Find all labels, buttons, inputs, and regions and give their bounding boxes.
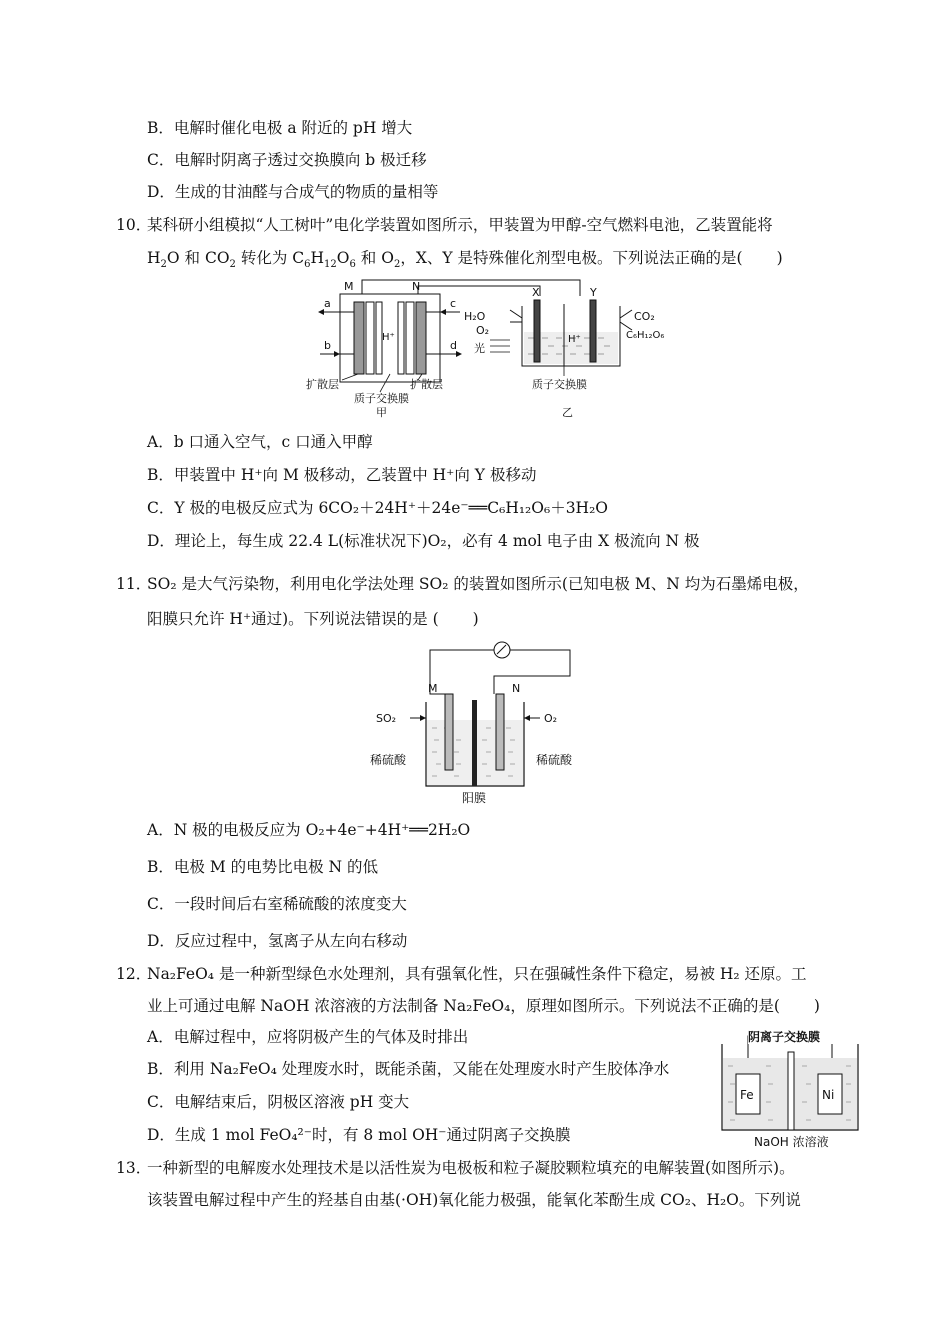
q12-fig-label-fe: Fe (740, 1088, 754, 1102)
q10-fig-label-glucose: C₆H₁₂O₆ (626, 330, 665, 341)
q12-option-c: C．电解结束后，阴极区溶液 pH 变大 (147, 1093, 410, 1111)
q10-option-b: B．甲装置中 H⁺向 M 极移动，乙装置中 H⁺向 Y 极移动 (147, 466, 537, 484)
q9-option-c: C．电解时阴离子透过交换膜向 b 极迁移 (147, 151, 427, 169)
q10-fig-label-m: M (344, 280, 354, 293)
q10-option-c: C．Y 极的电极反应式为 6CO₂＋24H⁺＋24e⁻══C₆H₁₂O₆＋3H₂O (147, 499, 608, 517)
q11-fig-label-left-acid: 稀硫酸 (370, 753, 407, 767)
q11-figure (370, 640, 590, 810)
q13-number: 13． (116, 1159, 152, 1177)
q10-number: 10． (116, 216, 152, 234)
q12-stem-line1: Na₂FeO₄ 是一种新型绿色水处理剂，具有强氧化性，只在强碱性条件下稳定，易被 H₂ 还原。工 (147, 965, 807, 983)
q12-option-b: B．利用 Na₂FeO₄ 处理废水时，既能杀菌，又能在处理废水时产生胶体净水 (147, 1060, 670, 1078)
q10-fig-label-yi: 乙 (562, 406, 573, 419)
q13-stem-line2: 该装置电解过程中产生的羟基自由基(·OH)氧化能力极强，能氧化苯酚生成 CO₂、H₂O。下列说 (147, 1191, 801, 1209)
q10-fig-label-x: X (532, 286, 540, 299)
q10-figure (300, 276, 690, 426)
q10-fig-label-c: c (450, 297, 457, 310)
q10-fig-label-pem2: 质子交换膜 (532, 378, 587, 391)
q11-option-d: D．反应过程中，氢离子从左向右移动 (147, 932, 408, 950)
q10-fig-label-jia: 甲 (376, 406, 387, 419)
q11-fig-label-m: M (428, 682, 438, 695)
q10-fig-label-b: b (324, 339, 331, 352)
q10-fig-label-o2: O₂ (476, 324, 490, 337)
q10-fig-label-co2: CO₂ (634, 310, 655, 323)
q10-fig-label-pem: 质子交换膜 (354, 392, 409, 405)
q11-fig-label-right-acid: 稀硫酸 (536, 753, 573, 767)
q12-option-a: A．电解过程中，应将阴极产生的气体及时排出 (147, 1028, 469, 1046)
q11-stem-line2: 阳膜只允许 H⁺通过)。下列说法错误的是 ( ) (147, 610, 479, 628)
q10-fig-label-light: 光 (474, 342, 485, 355)
q12-fig-label-ni: Ni (822, 1088, 835, 1102)
q10-fig-label-left-layer: 扩散层 (306, 378, 339, 391)
q11-option-a: A．N 极的电极反应为 O₂+4e⁻+4H⁺══2H₂O (147, 821, 471, 839)
q11-fig-label-o2: O₂ (544, 712, 558, 725)
q10-stem-line2: $H_2O$ 和 $CO_2$ 转化为 $C_6H_{12}O_6$ 和 $O_2$，X、Y 是特殊催化剂型电极。下列说法正确的是( ) (147, 249, 783, 271)
q10-fig-label-hplus-right: H⁺ (568, 334, 581, 345)
q10-fig-label-h2o: H₂O (464, 310, 486, 323)
q9-option-b: B．电解时催化电极 a 附近的 pH 增大 (147, 119, 413, 137)
q10-fig-label-y: Y (590, 286, 597, 299)
q11-fig-label-membrane: 阳膜 (462, 791, 487, 805)
q11-fig-label-n: N (512, 682, 521, 695)
q10-option-d: D．理论上，每生成 22.4 L(标准状况下)O₂，必有 4 mol 电子由 X 极流向 N 极 (147, 532, 700, 550)
q11-fig-label-so2: SO₂ (376, 712, 397, 725)
q12-option-d: D．生成 1 mol FeO₄²⁻时，有 8 mol OH⁻通过阴离子交换膜 (147, 1126, 571, 1144)
q10-fig-label-n: N (412, 280, 421, 293)
q10-stem-line1: 某科研小组模拟“人工树叶”电化学装置如图所示，甲装置为甲醇-空气燃料电池，乙装置能将 (147, 216, 773, 234)
q11-option-b: B．电极 M 的电势比电极 N 的低 (147, 858, 379, 876)
q11-number: 11． (116, 575, 152, 593)
q12-number: 12． (116, 965, 152, 983)
q12-fig-label-membrane: 阴离子交换膜 (748, 1030, 821, 1044)
q12-stem-line2: 业上可通过电解 NaOH 浓溶液的方法制备 Na₂FeO₄，原理如图所示。下列说法不正确的是( ) (147, 997, 820, 1015)
q9-option-d: D．生成的甘油醛与合成气的物质的量相等 (147, 183, 439, 201)
q10-option-a: A．b 口通入空气，c 口通入甲醇 (147, 433, 373, 451)
q10-fig-label-right-layer: 扩散层 (410, 378, 443, 391)
q12-fig-label-solution: NaOH 浓溶液 (754, 1135, 829, 1149)
q13-stem-line1: 一种新型的电解废水处理技术是以活性炭为电极板和粒子凝胶颗粒填充的电解装置(如图所示)。 (147, 1159, 795, 1177)
q11-stem-line1: SO₂ 是大气污染物，利用电化学法处理 SO₂ 的装置如图所示(已知电极 M、N 均为石墨烯电极， (147, 575, 809, 593)
q10-fig-label-d: d (450, 339, 457, 352)
q11-meter-icon (494, 642, 510, 658)
q10-fig-label-hplus: H⁺ (382, 332, 395, 343)
q11-option-c: C．一段时间后右室稀硫酸的浓度变大 (147, 895, 407, 913)
q12-figure (718, 1022, 864, 1152)
q10-fig-label-a: a (324, 297, 331, 310)
